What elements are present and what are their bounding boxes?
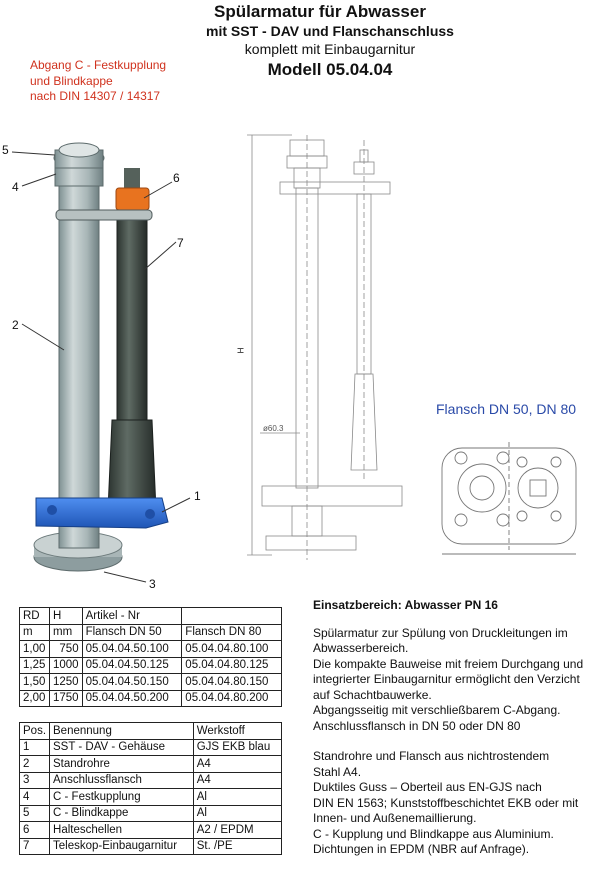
table-header-cell: Flansch DN 80 [182, 624, 282, 641]
table-header-row [20, 723, 282, 740]
description-line: Die kompakte Bauweise mit freiem Durchgang und [313, 656, 584, 671]
table-cell: 2 [20, 756, 50, 773]
description-line: Spülarmatur zur Spülung von Druckleitungen im [313, 625, 568, 640]
table-row [20, 838, 282, 855]
table-header-cell: Pos. [20, 723, 50, 740]
material-table [19, 722, 282, 855]
table-cell: A4 [193, 756, 281, 773]
table-cell: 05.04.04.80.150 [182, 674, 282, 691]
clamp [56, 210, 152, 220]
description-line: auf Schachtbauwerke. [313, 687, 432, 702]
description-line: Duktiles Guss – Oberteil aus EN-GJS nach [313, 780, 542, 794]
table-cell: 3 [20, 772, 50, 789]
flange-label: Flansch DN 50, DN 80 [436, 401, 577, 417]
table-cell: 7 [20, 838, 50, 855]
coupling-note [30, 58, 166, 105]
model-name: Modell 05.04.04 [267, 60, 393, 79]
description-line: DIN EN 1563; Kunststoffbeschichtet EKB oder mit [313, 795, 579, 810]
product-illustration [0, 130, 210, 590]
table-header-row [20, 624, 282, 641]
table-cell: C - Festkupplung [50, 789, 194, 806]
table-cell: 2,00 [20, 690, 50, 707]
table-row [20, 805, 282, 822]
table-row [20, 690, 282, 707]
dim-height: H [236, 347, 246, 354]
description-line: Abwasserbereich. [313, 641, 409, 655]
table-cell: Anschlussflansch [50, 772, 194, 789]
table-cell: Al [193, 805, 281, 822]
callout-4: 4 [12, 180, 19, 194]
description-line: Stahl A4. [313, 764, 362, 779]
table-header-row [20, 608, 282, 625]
description-line: integrierter Einbaugarnitur ermöglicht den Verzicht [313, 672, 580, 686]
description-line: Innen- und Außenemaillierung. [313, 811, 477, 825]
table-cell: Teleskop-Einbaugarnitur [50, 838, 194, 855]
table-row [20, 789, 282, 806]
table-cell: 4 [20, 789, 50, 806]
table-cell: 1,00 [20, 641, 50, 658]
callout-2: 2 [12, 318, 19, 332]
table-cell: A4 [193, 772, 281, 789]
technical-drawing [232, 130, 412, 570]
table-cell: 6 [20, 822, 50, 839]
table-header-cell [182, 608, 282, 625]
flange-top-view [434, 432, 584, 562]
table-cell: 1000 [50, 657, 83, 674]
steel-riser [59, 178, 99, 548]
table-header-cell: Benennung [50, 723, 194, 740]
coupling-note-line: Abgang C - Festkupplung [30, 58, 167, 72]
orange-cap [116, 188, 149, 210]
table-cell: 05.04.04.80.125 [182, 657, 282, 674]
description-heading: Einsatzbereich: Abwasser PN 16 [313, 598, 498, 612]
table-cell: C - Blindkappe [50, 805, 194, 822]
table-cell: Halteschellen [50, 822, 194, 839]
page-subtitle: mit SST - DAV und Flanschanschluss [206, 23, 454, 39]
description [313, 598, 597, 858]
table-cell: Al [193, 789, 281, 806]
description-line: Abgangsseitig mit verschließbarem C-Abgang. [313, 703, 561, 717]
dim-diameter: ø60.3 [263, 424, 284, 433]
table-cell: 05.04.04.50.100 [82, 641, 182, 658]
callout-5: 5 [2, 143, 9, 157]
table-cell: 1,50 [20, 674, 50, 691]
table-cell: St. /PE [193, 838, 281, 855]
table-cell: SST - DAV - Gehäuse [50, 739, 194, 756]
table-row [20, 739, 282, 756]
description-line: C - Kupplung und Blindkappe aus Aluminium. [313, 826, 554, 841]
callout-3: 3 [149, 577, 156, 591]
table-header-cell: Artikel - Nr [82, 608, 182, 625]
table-header-cell: H [50, 608, 83, 625]
table-cell: 05.04.04.80.200 [182, 690, 282, 707]
table-cell: 1750 [50, 690, 83, 707]
callout-7: 7 [177, 236, 184, 250]
callout-6: 6 [173, 171, 180, 185]
table-cell: 05.04.04.50.150 [82, 674, 182, 691]
table-header-cell: RD [20, 608, 50, 625]
table-cell: 1250 [50, 674, 83, 691]
table-cell: A2 / EPDM [193, 822, 281, 839]
article-table [19, 607, 282, 707]
table-row [20, 674, 282, 691]
table-row [20, 822, 282, 839]
table-row [20, 641, 282, 658]
description-line: Standrohre und Flansch aus nichtrostendem [313, 749, 550, 763]
coupling-note-line: und Blindkappe [30, 73, 113, 88]
description-line: Anschlussflansch in DN 50 oder DN 80 [313, 718, 521, 733]
table-row [20, 772, 282, 789]
table-cell: 1,25 [20, 657, 50, 674]
coupling-note-line: nach DIN 14307 / 14317 [30, 89, 161, 103]
description-line: Dichtungen in EPDM (NBR auf Anfrage). [313, 842, 530, 856]
telescope-tube [117, 220, 147, 420]
table-header-cell: m [20, 624, 50, 641]
table-header-cell: Flansch DN 50 [82, 624, 182, 641]
table-cell: GJS EKB blau [193, 739, 281, 756]
table-cell: 05.04.04.50.125 [82, 657, 182, 674]
table-cell: 05.04.04.50.200 [82, 690, 182, 707]
table-cell: 5 [20, 805, 50, 822]
table-cell: 1 [20, 739, 50, 756]
callout-1: 1 [194, 489, 201, 503]
page-subline: komplett mit Einbaugarnitur [244, 41, 416, 57]
table-row [20, 756, 282, 773]
table-cell: 750 [50, 641, 83, 658]
table-cell: 05.04.04.80.100 [182, 641, 282, 658]
page-title: Spülarmatur für Abwasser [214, 2, 426, 21]
table-header-cell: Werkstoff [193, 723, 281, 740]
table-row [20, 657, 282, 674]
table-cell: Standrohre [50, 756, 194, 773]
table-header-cell: mm [50, 624, 83, 641]
